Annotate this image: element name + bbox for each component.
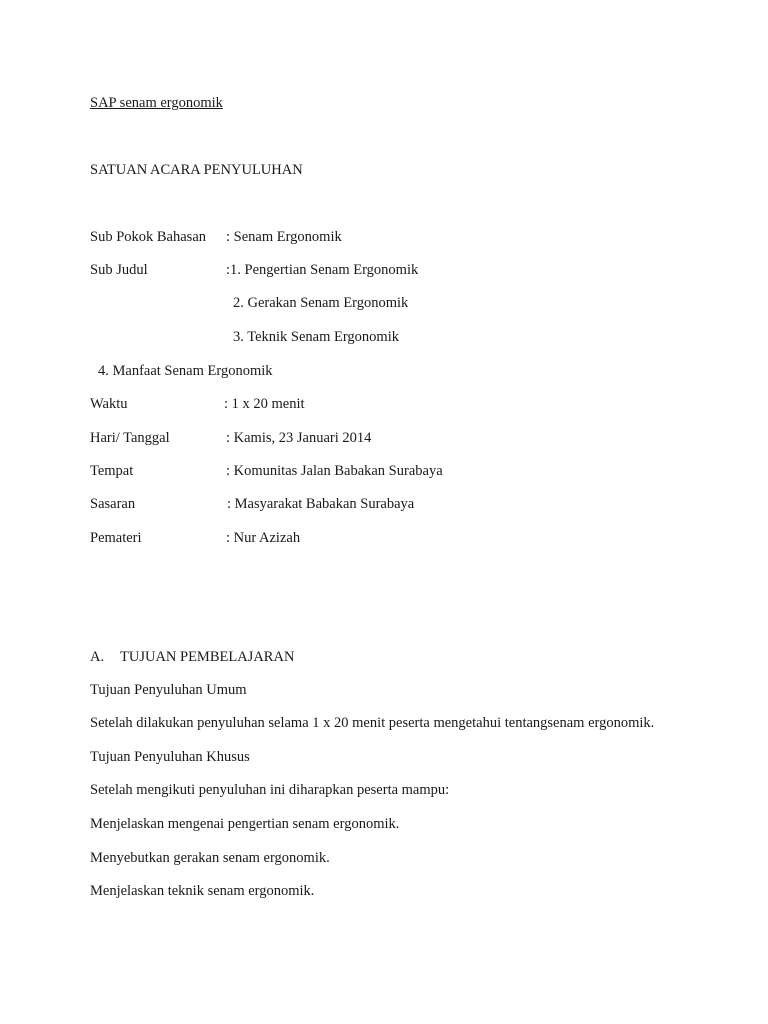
field-value-sub-pokok-bahasan: : Senam Ergonomik xyxy=(226,229,342,245)
tujuan-khusus-heading: Tujuan Penyuluhan Khusus xyxy=(90,749,250,765)
sub-judul-item: :1. Pengertian Senam Ergonomik xyxy=(226,262,419,278)
field-label-sasaran: Sasaran xyxy=(90,496,136,512)
field-label-sub-judul: Sub Judul xyxy=(90,262,148,278)
document-title: SAP senam ergonomik xyxy=(90,95,223,111)
tujuan-umum-text: Setelah dilakukan penyuluhan selama 1 x 20 menit peserta mengetahui tentangsenam ergonomik. xyxy=(90,715,655,731)
field-value-sasaran: : Masyarakat Babakan Surabaya xyxy=(227,496,415,512)
sub-judul-item: 3. Teknik Senam Ergonomik xyxy=(233,329,399,345)
field-value-tempat: : Komunitas Jalan Babakan Surabaya xyxy=(226,463,443,479)
field-value-pemateri: : Nur Azizah xyxy=(226,530,301,546)
tujuan-khusus-item: Menjelaskan mengenai pengertian senam ergonomik. xyxy=(90,816,400,832)
field-label-sub-pokok-bahasan: Sub Pokok Bahasan xyxy=(90,229,206,245)
field-label-waktu: Waktu xyxy=(90,396,128,412)
field-label-tempat: Tempat xyxy=(90,463,134,479)
document-heading: SATUAN ACARA PENYULUHAN xyxy=(90,162,303,178)
section-a-marker: A. xyxy=(90,649,105,665)
field-label-pemateri: Pemateri xyxy=(90,530,142,546)
field-value-waktu: : 1 x 20 menit xyxy=(224,396,305,412)
tujuan-khusus-item: Menjelaskan teknik senam ergonomik. xyxy=(90,883,315,899)
tujuan-khusus-item: Menyebutkan gerakan senam ergonomik. xyxy=(90,850,330,866)
field-label-hari-tanggal: Hari/ Tanggal xyxy=(90,430,170,446)
tujuan-khusus-intro: Setelah mengikuti penyuluhan ini diharapkan peserta mampu: xyxy=(90,782,450,798)
section-a-heading: TUJUAN PEMBELAJARAN xyxy=(120,649,295,665)
sub-judul-item: 2. Gerakan Senam Ergonomik xyxy=(233,295,409,311)
field-value-hari-tanggal: : Kamis, 23 Januari 2014 xyxy=(226,430,372,446)
tujuan-umum-heading: Tujuan Penyuluhan Umum xyxy=(90,682,247,698)
sub-judul-item: 4. Manfaat Senam Ergonomik xyxy=(98,363,273,379)
